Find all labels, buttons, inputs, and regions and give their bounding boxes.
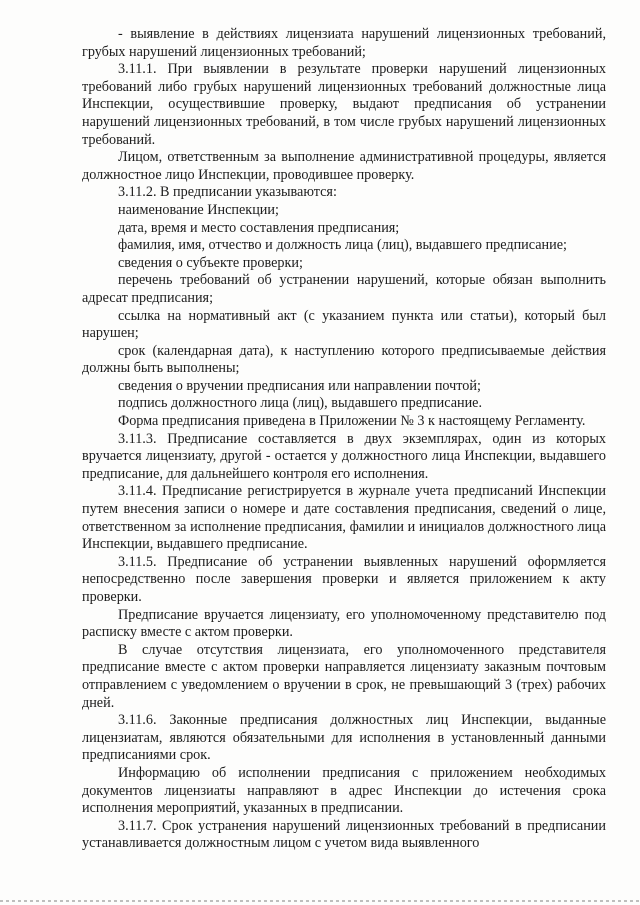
paragraph-3-11-5: 3.11.5. Предписание об устранении выявленных нарушений оформляется непосредственно после завершения проверки и является приложением к акту проверки.: [82, 553, 606, 605]
paragraph-execution-info: Информацию об исполнении предписания с приложением необходимых документов лицензиаты направляют в адрес Инспекции до истечения срока исполнения мероприятий, указанных в предписании.: [82, 764, 606, 817]
list-item-normative-act: ссылка на нормативный акт (с указанием пункта или статьи), который был нарушен;: [82, 307, 606, 342]
paragraph-responsible-person: Лицом, ответственным за выполнение административной процедуры, является должностное лицо Инспекции, проводившее проверку.: [82, 149, 606, 183]
page-bottom-edge: [0, 900, 640, 902]
list-item-date-place: дата, время и место составления предписания;: [118, 219, 400, 236]
paragraph-handover: Предписание вручается лицензиату, его уполномоченному представителю под расписку вместе с актом проверки.: [82, 606, 606, 641]
paragraph-3-11-6: 3.11.6. Законные предписания должностных лиц Инспекции, выданные лицензиатам, являются обязательными для исполнения в установленный данными предписаниями срок.: [82, 712, 606, 764]
paragraph-3-11-1: 3.11.1. При выявлении в результате проверки нарушений лицензионных требований либо грубых нарушений лицензионных требований должностные лица Инспекции, осуществившие проверку, выдают предписания об устранении нарушений лицензионных требований, в том числе грубых нарушений лицензионных требований.: [82, 61, 606, 148]
list-item-subject-info: сведения о субъекте проверки;: [118, 254, 303, 271]
list-item-delivery: сведения о вручении предписания или направлении почтой;: [118, 377, 481, 394]
document-body: [82, 26, 606, 853]
paragraph-3-11-4: 3.11.4. Предписание регистрируется в журнале учета предписаний Инспекции путем внесения записи о номере и дате составления предписания, сведений о лице, ответственном за исполнение предписания, фамилии и инициалов должностного лица Инспекции, выдавшего предписание.: [82, 483, 606, 553]
paragraph-absence-case: В случае отсутствия лицензиата, его уполномоченного представителя предписание вместе с актом проверки направляется лицензиату заказным почтовым отправлением с уведомлением о вручении в срок, не превышающий 3 (трех) рабочих дней.: [82, 641, 606, 711]
paragraph-3-11-7: 3.11.7. Срок устранения нарушений лицензионных требований в предписании устанавливается должностным лицом с учетом вида выявленного: [82, 817, 606, 852]
paragraph-violations-detection: - выявление в действиях лицензиата нарушений лицензионных требований, грубых нарушений лицензионных требований;: [82, 26, 606, 60]
list-item-deadline: срок (календарная дата), к наступлению которого предписываемые действия должны быть выполнены;: [82, 342, 606, 377]
paragraph-3-11-3: 3.11.3. Предписание составляется в двух экземплярах, один из которых вручается лицензиату, другой - остается у должностного лица Инспекции, выдавшего предписание, для дальнейшего контроля его исполнения.: [82, 430, 606, 482]
list-item-issuer-name: фамилия, имя, отчество и должность лица (лиц), выдавшего предписание;: [118, 237, 567, 254]
paragraph-3-11-2: 3.11.2. В предписании указываются:: [118, 184, 337, 201]
list-item-requirements: перечень требований об устранении нарушений, которые обязан выполнить адресат предписания;: [82, 272, 606, 306]
paragraph-form-appendix: Форма предписания приведена в Приложении № 3 к настоящему Регламенту.: [118, 413, 586, 430]
list-item-inspection-name: наименование Инспекции;: [118, 201, 279, 218]
list-item-signature: подпись должностного лица (лиц), выдавшего предписание.: [118, 395, 483, 412]
